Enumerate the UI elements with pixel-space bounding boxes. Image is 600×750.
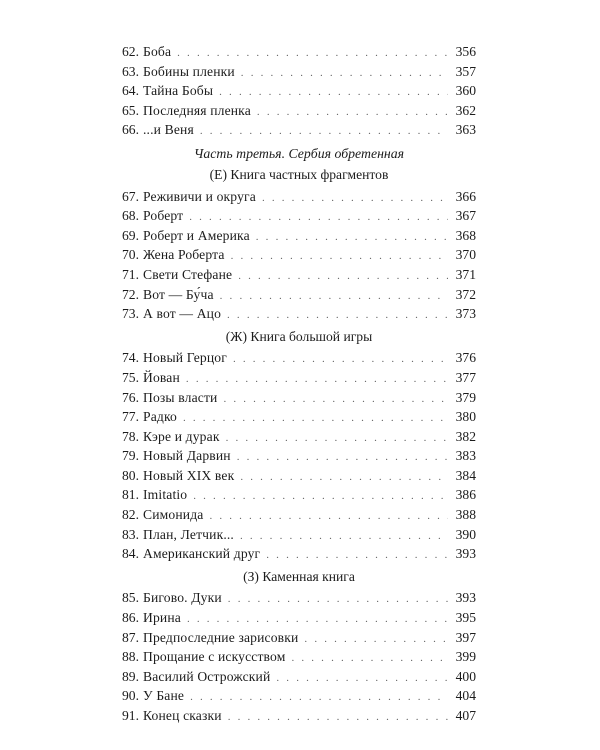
entry-page: 368 — [455, 227, 476, 243]
entry-title: Роберт — [143, 208, 184, 224]
entry-number: 63. — [122, 63, 139, 79]
dot-leader — [200, 122, 448, 142]
toc-entry[interactable] — [122, 667, 476, 687]
toc-entry[interactable] — [122, 647, 476, 667]
entry-page: 393 — [455, 590, 476, 606]
entry-number: 83. — [122, 526, 139, 542]
entry-number: 91. — [122, 708, 139, 723]
entry-page: 377 — [455, 369, 476, 385]
entry-page: 388 — [455, 507, 476, 523]
dot-leader — [228, 590, 448, 610]
entry-number: 82. — [122, 507, 139, 523]
entry-number: 62. — [122, 44, 139, 59]
entry-title: Радко — [143, 409, 177, 425]
toc-entry[interactable] — [122, 62, 476, 82]
dot-leader — [257, 103, 448, 123]
entry-number: 73. — [122, 306, 139, 322]
entry-title: Американский друг — [143, 546, 261, 562]
entry-page: 383 — [455, 448, 476, 464]
entry-page: 404 — [455, 688, 476, 704]
entry-title: ...и Веня — [143, 122, 194, 138]
entry-page: 367 — [455, 208, 476, 224]
entry-page: 372 — [455, 286, 476, 302]
toc-entry[interactable] — [122, 505, 476, 525]
entry-title: Тайна Бобы — [143, 83, 214, 99]
toc-entry[interactable] — [122, 285, 476, 305]
toc-entry[interactable] — [122, 628, 476, 648]
entry-title: Последняя пленка — [143, 102, 251, 118]
entry-number: 64. — [122, 83, 139, 99]
dot-leader — [240, 468, 448, 488]
toc-entry[interactable] — [122, 446, 476, 466]
entry-number: 68. — [122, 208, 139, 224]
toc-entry[interactable] — [122, 226, 476, 246]
entry-number: 76. — [122, 389, 139, 405]
toc-entry[interactable] — [122, 187, 476, 207]
toc-entry[interactable] — [122, 304, 476, 324]
entry-title: Новый Дарвин — [143, 448, 231, 464]
entry-page: 356 — [455, 44, 476, 59]
entry-title: Боба — [143, 44, 172, 59]
dot-leader — [233, 350, 448, 370]
entry-title: Imitatio — [143, 487, 188, 503]
entry-number: 79. — [122, 448, 139, 464]
dot-leader — [256, 228, 448, 248]
toc-entry[interactable] — [122, 525, 476, 545]
dot-leader — [231, 247, 448, 267]
entry-page: 382 — [455, 428, 476, 444]
entry-number: 77. — [122, 409, 139, 425]
entry-title: Роберт и Америка — [143, 227, 250, 243]
entry-title: Свети Стефане — [143, 266, 233, 282]
entry-number: 78. — [122, 428, 139, 444]
entry-page: 400 — [455, 668, 476, 684]
entry-page: 379 — [455, 389, 476, 405]
toc-entry[interactable] — [122, 120, 476, 140]
entry-page: 370 — [455, 247, 476, 263]
entry-number: 84. — [122, 546, 139, 562]
entry-title: Йован — [143, 369, 180, 385]
entry-page: 407 — [455, 708, 476, 723]
dot-leader — [219, 83, 448, 103]
entry-page: 399 — [455, 649, 476, 665]
dot-leader — [276, 669, 448, 689]
entry-title: Кэре и дурак — [143, 428, 220, 444]
toc-entry[interactable] — [122, 42, 476, 62]
entry-title: Прощание с искусством — [143, 649, 286, 665]
entry-title: А вот — Ацо — [143, 306, 222, 322]
entry-number: 81. — [122, 487, 139, 503]
entry-page: 362 — [455, 102, 476, 118]
toc-entry[interactable] — [122, 588, 476, 608]
toc-entry[interactable] — [122, 206, 476, 226]
entry-page: 390 — [455, 526, 476, 542]
toc-entry[interactable] — [122, 265, 476, 285]
toc-section — [122, 165, 476, 324]
entry-title: Реживичи и округа — [143, 188, 256, 204]
dot-leader — [193, 487, 448, 507]
toc-entry[interactable] — [122, 245, 476, 265]
entry-page: 373 — [455, 306, 476, 322]
entry-page: 397 — [455, 629, 476, 645]
dot-leader — [227, 306, 448, 326]
entry-page: 376 — [455, 350, 476, 366]
dot-leader — [190, 688, 448, 708]
toc-entry[interactable] — [122, 608, 476, 628]
book-heading: (Ж) Книга большой игры — [225, 328, 373, 344]
entry-number: 66. — [122, 122, 139, 138]
entry-page: 363 — [455, 122, 476, 138]
entry-page: 360 — [455, 83, 476, 99]
entry-number: 71. — [122, 266, 139, 282]
entry-title: Предпоследние зарисовки — [143, 629, 299, 645]
toc-entry[interactable] — [122, 368, 476, 388]
dot-leader — [209, 507, 448, 527]
book-heading: (З) Каменная книга — [243, 568, 355, 584]
entry-number: 70. — [122, 247, 139, 263]
dot-leader — [240, 527, 448, 547]
toc-entry[interactable] — [122, 544, 476, 564]
toc-entry[interactable] — [122, 348, 476, 368]
entry-title: Конец сказки — [143, 708, 222, 723]
entry-number: 86. — [122, 610, 139, 626]
toc-entry[interactable] — [122, 466, 476, 486]
entry-title: Новый Герцог — [143, 350, 227, 366]
entry-number: 72. — [122, 286, 139, 302]
entry-title: У Бане — [143, 688, 185, 704]
entry-page: 384 — [455, 467, 476, 483]
entry-title: Василий Острожский — [143, 668, 271, 684]
dot-leader — [226, 429, 448, 449]
dot-leader — [241, 64, 448, 84]
entry-page: 371 — [455, 266, 476, 282]
dot-leader — [186, 370, 448, 390]
entry-title: Жена Роберта — [143, 247, 225, 263]
toc-entry[interactable] — [122, 81, 476, 101]
entry-page: 386 — [455, 487, 476, 503]
entry-page: 393 — [455, 546, 476, 562]
toc-section — [122, 567, 476, 726]
entry-title: Вот — Бу́ча — [143, 286, 214, 302]
toc-entry[interactable] — [122, 407, 476, 427]
dot-leader — [238, 267, 448, 287]
entry-number: 90. — [122, 688, 139, 704]
dot-leader — [262, 189, 448, 209]
entry-number: 75. — [122, 369, 139, 385]
entry-number: 65. — [122, 102, 139, 118]
toc-entry[interactable] — [122, 388, 476, 408]
entry-title: Позы власти — [143, 389, 218, 405]
toc-entry[interactable] — [122, 101, 476, 121]
dot-leader — [291, 649, 448, 669]
dot-leader — [266, 546, 448, 566]
entry-page: 357 — [455, 63, 476, 79]
entry-title: Новый XIX век — [143, 467, 235, 483]
book-heading: (Е) Книга частных фрагментов — [209, 166, 389, 182]
entry-number: 80. — [122, 467, 139, 483]
dot-leader — [220, 287, 448, 307]
entry-page: 395 — [455, 610, 476, 626]
dot-leader — [223, 390, 448, 410]
dot-leader — [183, 409, 448, 429]
entry-number: 69. — [122, 227, 139, 243]
entry-page: 380 — [455, 409, 476, 425]
dot-leader — [237, 448, 448, 468]
table-of-contents — [122, 42, 476, 726]
part-title: Часть третья. Сербия обретенная — [193, 145, 405, 161]
entry-number: 67. — [122, 188, 139, 204]
toc-entry[interactable] — [122, 686, 476, 706]
entry-title: Бобины пленки — [143, 63, 235, 79]
entry-number: 87. — [122, 629, 139, 645]
entry-number: 85. — [122, 590, 139, 606]
dot-leader — [304, 630, 448, 650]
entry-title: Бигово. Дуки — [143, 590, 222, 606]
toc-entry[interactable] — [122, 485, 476, 505]
entry-title: План, Летчик... — [143, 526, 234, 542]
toc-entry[interactable] — [122, 427, 476, 447]
entry-title: Ирина — [143, 610, 181, 626]
entry-number: 89. — [122, 668, 139, 684]
toc-section — [122, 327, 476, 564]
toc-entry[interactable] — [122, 706, 476, 726]
entry-title: Симонида — [143, 507, 204, 523]
entry-number: 74. — [122, 350, 139, 366]
toc-section-continuation — [122, 42, 476, 140]
entry-number: 88. — [122, 649, 139, 665]
entry-page: 366 — [455, 188, 476, 204]
dot-leader — [228, 708, 448, 728]
